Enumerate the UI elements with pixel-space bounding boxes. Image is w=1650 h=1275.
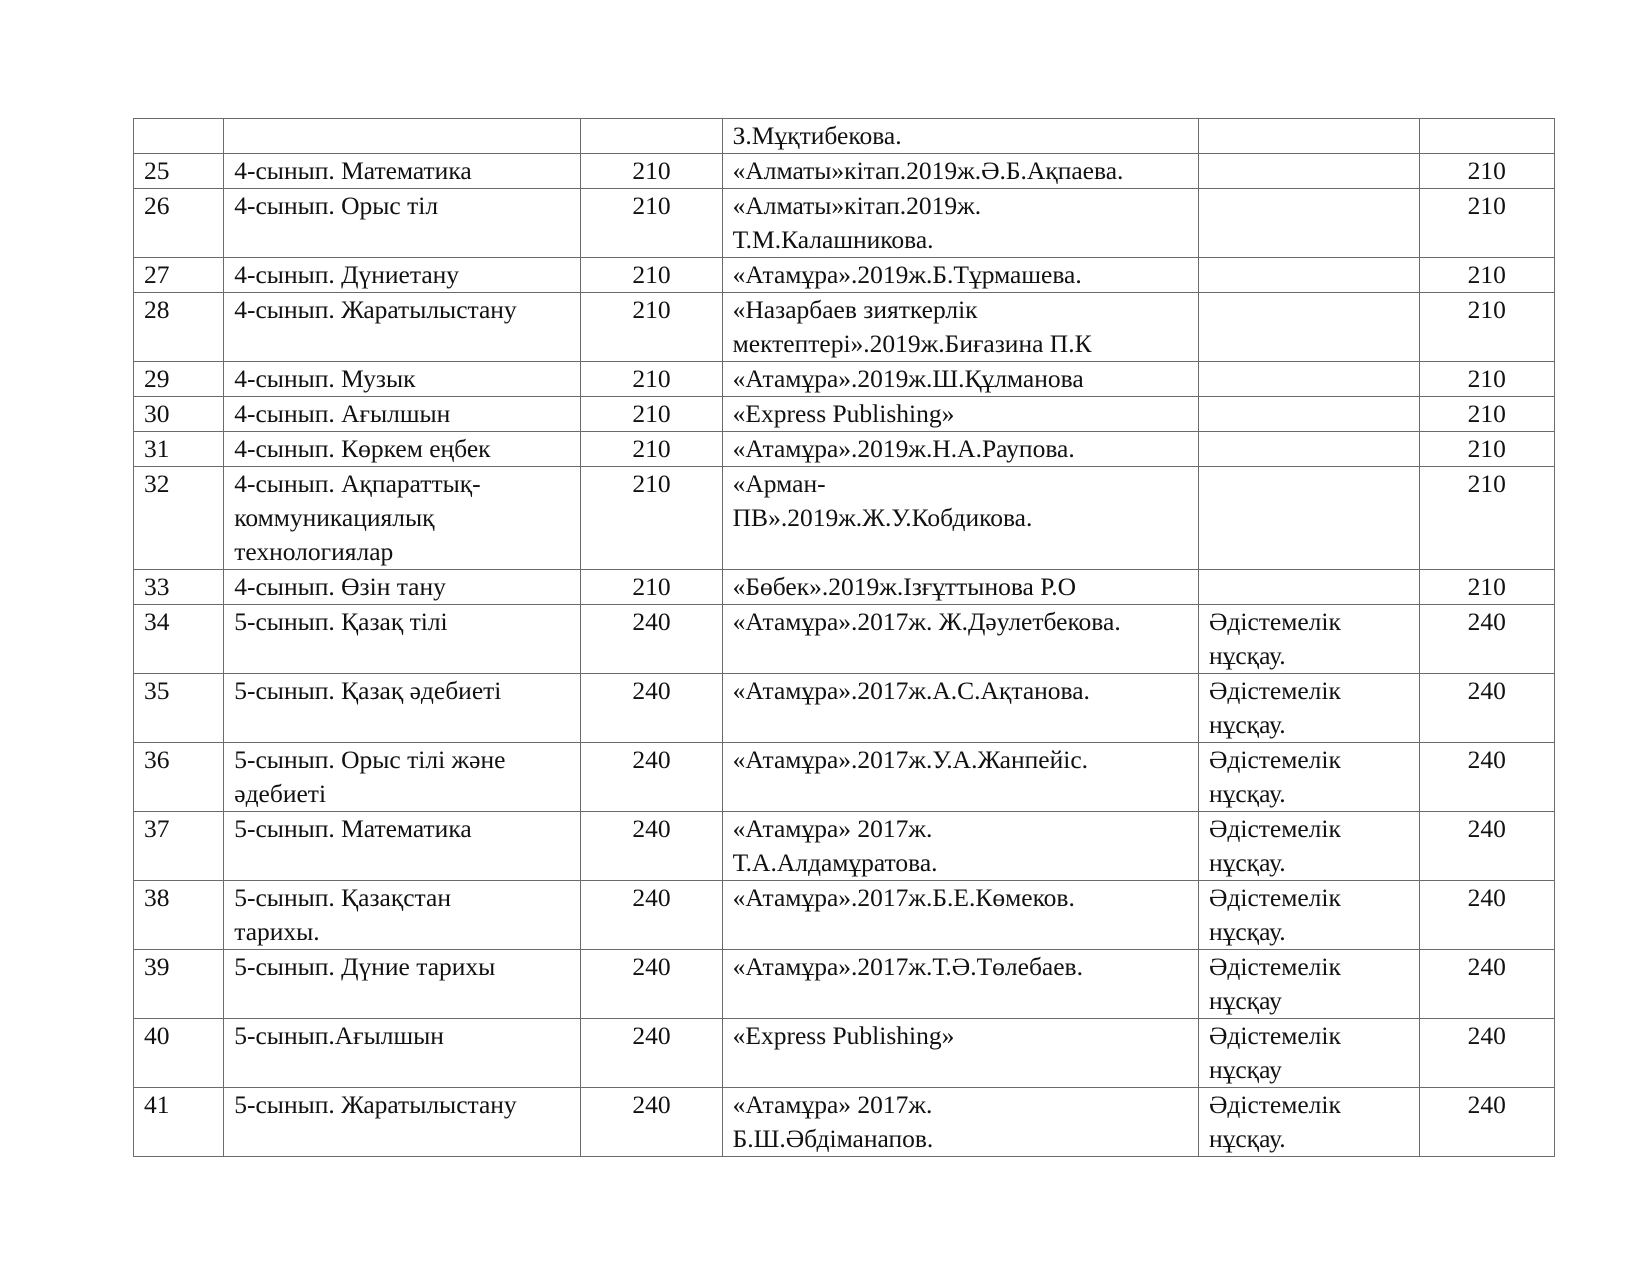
total-cell: 240	[1419, 1088, 1554, 1157]
row-number-cell: 32	[134, 467, 224, 570]
row-number-cell: 39	[134, 950, 224, 1019]
note-cell: Әдістемелік нұсқау.	[1198, 1088, 1419, 1157]
quantity-cell: 210	[581, 467, 722, 570]
note-cell	[1198, 467, 1419, 570]
table-row	[134, 432, 1555, 467]
total-cell: 210	[1419, 189, 1554, 258]
table-row	[134, 397, 1555, 432]
subject-cell: 4-сынып. Дүниетану	[224, 258, 581, 293]
note-cell	[1198, 293, 1419, 362]
note-cell: Әдістемелік нұсқау.	[1198, 674, 1419, 743]
row-number-cell: 25	[134, 154, 224, 189]
total-cell: 240	[1419, 743, 1554, 812]
publisher-author-cell: «Алматы»кітап.2019ж.Ә.Б.Ақпаева.	[722, 154, 1198, 189]
total-cell: 210	[1419, 154, 1554, 189]
table-row	[134, 119, 1555, 154]
subject-cell: 5-сынып. Қазақ тілі	[224, 605, 581, 674]
quantity-cell: 210	[581, 397, 722, 432]
quantity-cell: 210	[581, 293, 722, 362]
total-cell: 240	[1419, 605, 1554, 674]
table-row	[134, 258, 1555, 293]
subject-cell: 5-сынып. Қазақстан тарихы.	[224, 881, 581, 950]
note-cell: Әдістемелік нұсқау.	[1198, 743, 1419, 812]
note-cell: Әдістемелік нұсқау	[1198, 1019, 1419, 1088]
quantity-cell: 210	[581, 258, 722, 293]
table-row	[134, 1019, 1555, 1088]
row-number-cell: 37	[134, 812, 224, 881]
subject-cell: 5-сынып. Дүние тарихы	[224, 950, 581, 1019]
publisher-author-cell: «Атамұра».2017ж.Т.Ә.Төлебаев.	[722, 950, 1198, 1019]
note-cell	[1198, 362, 1419, 397]
quantity-cell: 210	[581, 570, 722, 605]
publisher-author-cell: «Атамұра».2017ж.А.С.Ақтанова.	[722, 674, 1198, 743]
note-cell	[1198, 119, 1419, 154]
table-row	[134, 674, 1555, 743]
total-cell: 210	[1419, 258, 1554, 293]
publisher-author-cell: «Атамұра».2017ж.У.А.Жанпейіс.	[722, 743, 1198, 812]
quantity-cell: 240	[581, 605, 722, 674]
quantity-cell: 210	[581, 154, 722, 189]
note-cell	[1198, 258, 1419, 293]
quantity-cell: 240	[581, 881, 722, 950]
subject-cell: 5-сынып. Орыс тілі және әдебиеті	[224, 743, 581, 812]
note-cell: Әдістемелік нұсқау	[1198, 950, 1419, 1019]
publisher-author-cell: «Бөбек».2019ж.Ізғұттынова Р.О	[722, 570, 1198, 605]
publisher-author-cell: «Атамұра» 2017ж. Т.А.Алдамұратова.	[722, 812, 1198, 881]
quantity-cell: 240	[581, 812, 722, 881]
total-cell: 240	[1419, 1019, 1554, 1088]
row-number-cell: 41	[134, 1088, 224, 1157]
total-cell: 240	[1419, 881, 1554, 950]
table-row	[134, 467, 1555, 570]
row-number-cell: 26	[134, 189, 224, 258]
row-number-cell: 33	[134, 570, 224, 605]
note-cell: Әдістемелік нұсқау.	[1198, 812, 1419, 881]
table-row	[134, 189, 1555, 258]
subject-cell	[224, 119, 581, 154]
total-cell: 240	[1419, 812, 1554, 881]
note-cell: Әдістемелік нұсқау.	[1198, 881, 1419, 950]
row-number-cell	[134, 119, 224, 154]
subject-cell: 4-сынып. Жаратылыстану	[224, 293, 581, 362]
quantity-cell: 240	[581, 743, 722, 812]
total-cell	[1419, 119, 1554, 154]
publisher-author-cell: «Атамұра».2019ж.Б.Тұрмашева.	[722, 258, 1198, 293]
quantity-cell: 210	[581, 189, 722, 258]
table-row	[134, 605, 1555, 674]
subject-cell: 4-сынып. Орыс тіл	[224, 189, 581, 258]
total-cell: 210	[1419, 293, 1554, 362]
subject-cell: 5-сынып. Қазақ әдебиеті	[224, 674, 581, 743]
note-cell	[1198, 570, 1419, 605]
table-row	[134, 743, 1555, 812]
table-row	[134, 570, 1555, 605]
document-page	[133, 118, 1555, 1157]
table-row	[134, 154, 1555, 189]
publisher-author-cell: «Атамұра».2017ж.Б.Е.Көмеков.	[722, 881, 1198, 950]
table-row	[134, 950, 1555, 1019]
total-cell: 240	[1419, 950, 1554, 1019]
note-cell: Әдістемелік нұсқау.	[1198, 605, 1419, 674]
publisher-author-cell: «Express Publishing»	[722, 397, 1198, 432]
quantity-cell	[581, 119, 722, 154]
quantity-cell: 240	[581, 1019, 722, 1088]
publisher-author-cell: «Атамұра» 2017ж. Б.Ш.Әбдіманапов.	[722, 1088, 1198, 1157]
subject-cell: 4-сынып. Ағылшын	[224, 397, 581, 432]
subject-cell: 4-сынып. Ақпараттық- коммуникациялық технологиялар	[224, 467, 581, 570]
row-number-cell: 27	[134, 258, 224, 293]
quantity-cell: 210	[581, 432, 722, 467]
quantity-cell: 240	[581, 1088, 722, 1157]
textbook-table	[133, 118, 1555, 1157]
note-cell	[1198, 432, 1419, 467]
total-cell: 210	[1419, 397, 1554, 432]
table-row	[134, 362, 1555, 397]
subject-cell: 4-сынып. Өзін тану	[224, 570, 581, 605]
publisher-author-cell: «Express Publishing»	[722, 1019, 1198, 1088]
row-number-cell: 40	[134, 1019, 224, 1088]
row-number-cell: 28	[134, 293, 224, 362]
note-cell	[1198, 189, 1419, 258]
table-row	[134, 812, 1555, 881]
note-cell	[1198, 397, 1419, 432]
row-number-cell: 29	[134, 362, 224, 397]
row-number-cell: 38	[134, 881, 224, 950]
publisher-author-cell: «Атамұра».2019ж.Ш.Құлманова	[722, 362, 1198, 397]
table-row	[134, 881, 1555, 950]
row-number-cell: 30	[134, 397, 224, 432]
publisher-author-cell: «Арман- ПВ».2019ж.Ж.У.Кобдикова.	[722, 467, 1198, 570]
row-number-cell: 31	[134, 432, 224, 467]
table-row	[134, 293, 1555, 362]
row-number-cell: 35	[134, 674, 224, 743]
publisher-author-cell: «Атамұра».2017ж. Ж.Дәулетбекова.	[722, 605, 1198, 674]
total-cell: 210	[1419, 362, 1554, 397]
row-number-cell: 34	[134, 605, 224, 674]
table-body	[134, 119, 1555, 1157]
total-cell: 210	[1419, 467, 1554, 570]
row-number-cell: 36	[134, 743, 224, 812]
note-cell	[1198, 154, 1419, 189]
subject-cell: 4-сынып. Математика	[224, 154, 581, 189]
publisher-author-cell: «Алматы»кітап.2019ж. Т.М.Калашникова.	[722, 189, 1198, 258]
publisher-author-cell: З.Мұқтибекова.	[722, 119, 1198, 154]
subject-cell: 5-сынып.Ағылшын	[224, 1019, 581, 1088]
quantity-cell: 240	[581, 674, 722, 743]
total-cell: 240	[1419, 674, 1554, 743]
table-row	[134, 1088, 1555, 1157]
subject-cell: 5-сынып. Математика	[224, 812, 581, 881]
publisher-author-cell: «Атамұра».2019ж.Н.А.Раупова.	[722, 432, 1198, 467]
subject-cell: 5-сынып. Жаратылыстану	[224, 1088, 581, 1157]
total-cell: 210	[1419, 570, 1554, 605]
quantity-cell: 210	[581, 362, 722, 397]
quantity-cell: 240	[581, 950, 722, 1019]
subject-cell: 4-сынып. Музык	[224, 362, 581, 397]
subject-cell: 4-сынып. Көркем еңбек	[224, 432, 581, 467]
publisher-author-cell: «Назарбаев зияткерлік мектептері».2019ж.Биғазина П.К	[722, 293, 1198, 362]
total-cell: 210	[1419, 432, 1554, 467]
